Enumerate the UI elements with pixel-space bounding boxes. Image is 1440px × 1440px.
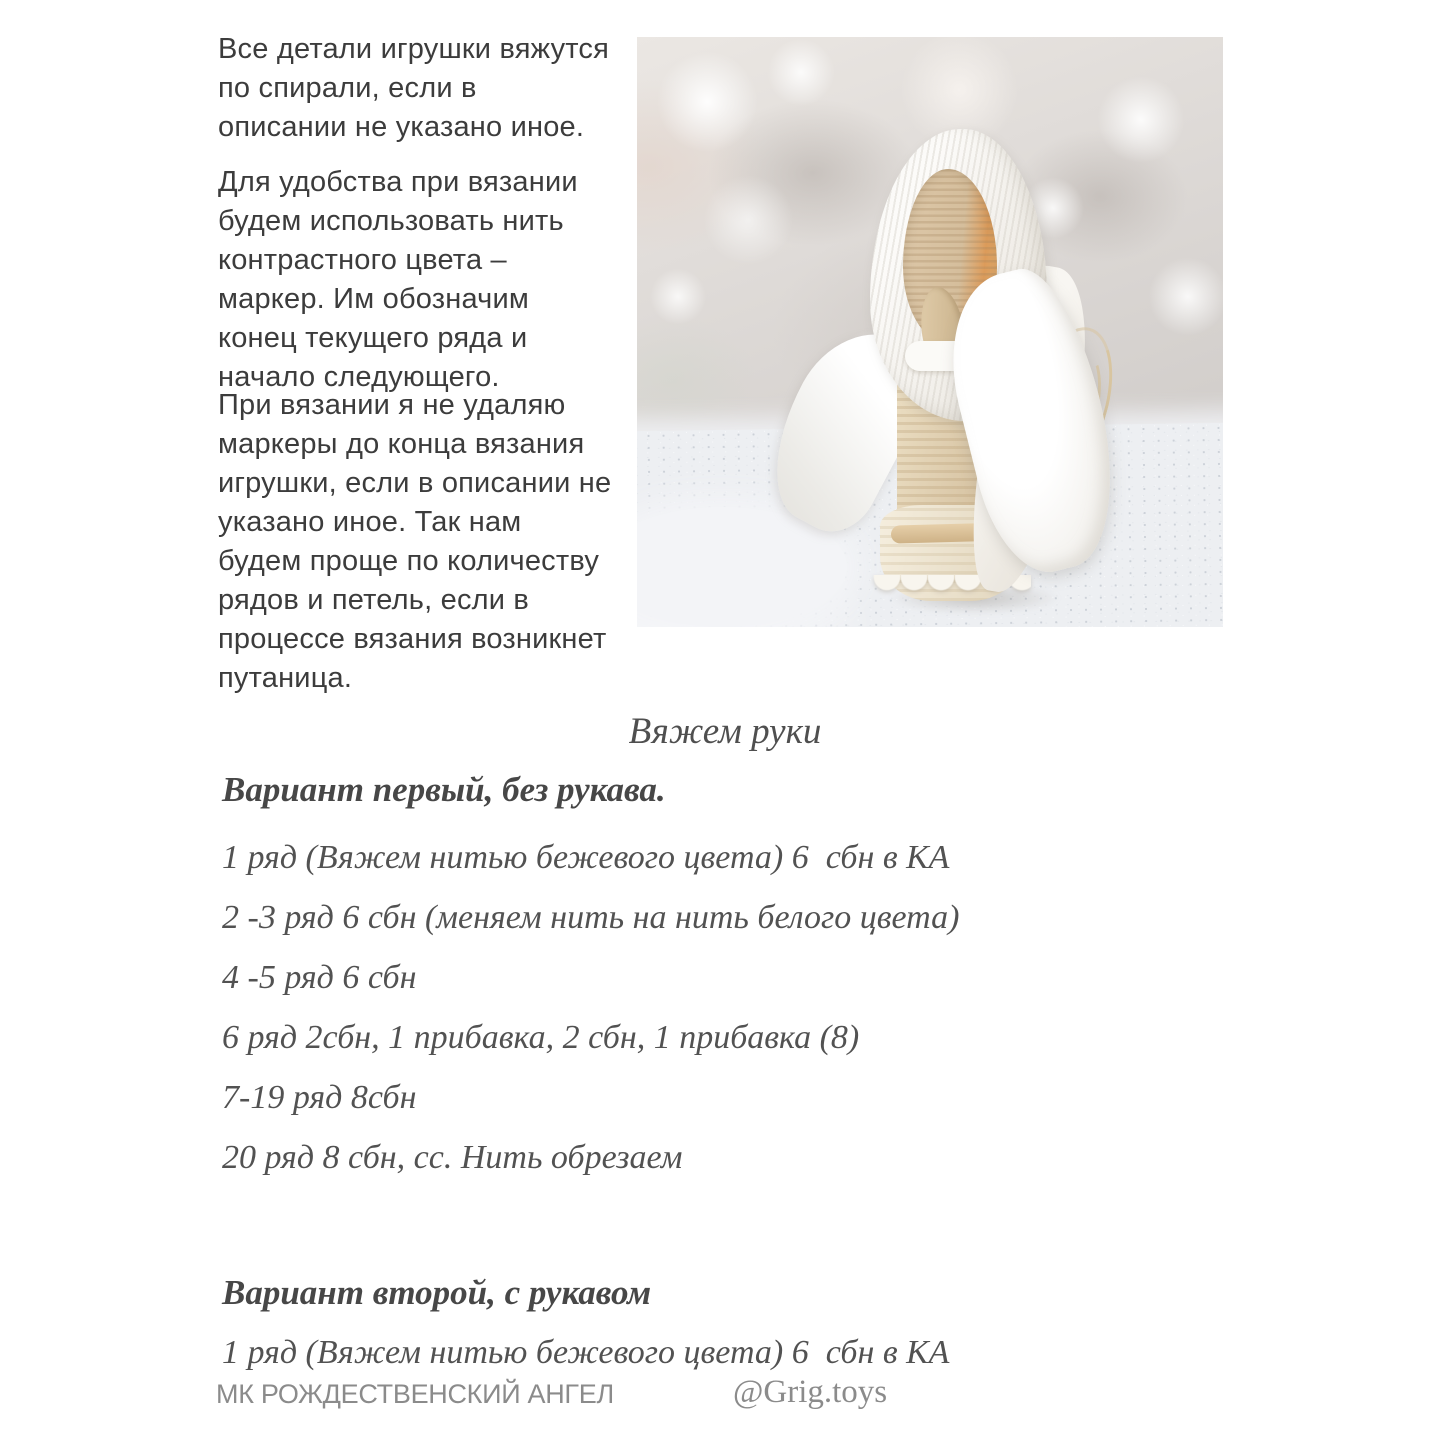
intro-paragraph-2 — [218, 163, 658, 397]
pattern-row: 20 ряд 8 сбн, сс. Нить обрезаем — [222, 1139, 683, 1176]
variant2-heading: Вариант второй, с рукавом — [222, 1273, 652, 1312]
intro-line: будем проще по количеству — [218, 545, 600, 577]
footer-watermark-title: МК РОЖДЕСТВЕНСКИЙ АНГЕЛ — [216, 1379, 614, 1409]
angel-photo — [637, 37, 1223, 627]
intro-line: рядов и петель, если в — [218, 584, 530, 616]
pattern-row: 7-19 ряд 8сбн — [222, 1079, 417, 1116]
intro-line: по спирали, если в — [218, 72, 477, 104]
footer-author-handle: @Grig.toys — [733, 1374, 888, 1410]
intro-line: маркеры до конца вязания — [218, 428, 585, 460]
intro-line: маркер. Им обозначим — [218, 283, 530, 315]
intro-line: При вязании я не удаляю — [218, 389, 566, 421]
intro-line: Все детали игрушки вяжутся — [218, 33, 610, 65]
intro-line: Для удобства при вязании — [218, 166, 578, 198]
variant1-heading: Вариант первый, без рукава. — [222, 770, 666, 809]
intro-paragraph-1 — [218, 30, 658, 147]
intro-line: игрушки, если в описании не — [218, 467, 612, 499]
intro-paragraph-3 — [218, 386, 658, 698]
intro-line: процессе вязания возникнет — [218, 623, 607, 655]
intro-line: начало следующего. — [218, 361, 500, 393]
section-title: Вяжем руки — [628, 711, 822, 752]
intro-line: описании не указано иное. — [218, 111, 585, 143]
intro-line: указано иное. Так нам — [218, 506, 522, 538]
intro-line: конец текущего ряда и — [218, 322, 528, 354]
intro-line: путаница. — [218, 662, 353, 694]
intro-line: контрастного цвета – — [218, 244, 507, 276]
pattern-row: 1 ряд (Вяжем нитью бежевого цвета) 6 сбн в КА — [222, 1334, 950, 1371]
intro-line: будем использовать нить — [218, 205, 564, 237]
pattern-row: 1 ряд (Вяжем нитью бежевого цвета) 6 сбн в КА — [222, 839, 950, 876]
pattern-row: 4 -5 ряд 6 сбн — [222, 959, 417, 996]
pattern-row: 6 ряд 2сбн, 1 прибавка, 2 сбн, 1 прибавка (8) — [222, 1019, 860, 1056]
variant1-rows — [222, 828, 959, 1188]
pattern-row: 2 -3 ряд 6 сбн (меняем нить на нить белого цвета) — [222, 899, 960, 936]
